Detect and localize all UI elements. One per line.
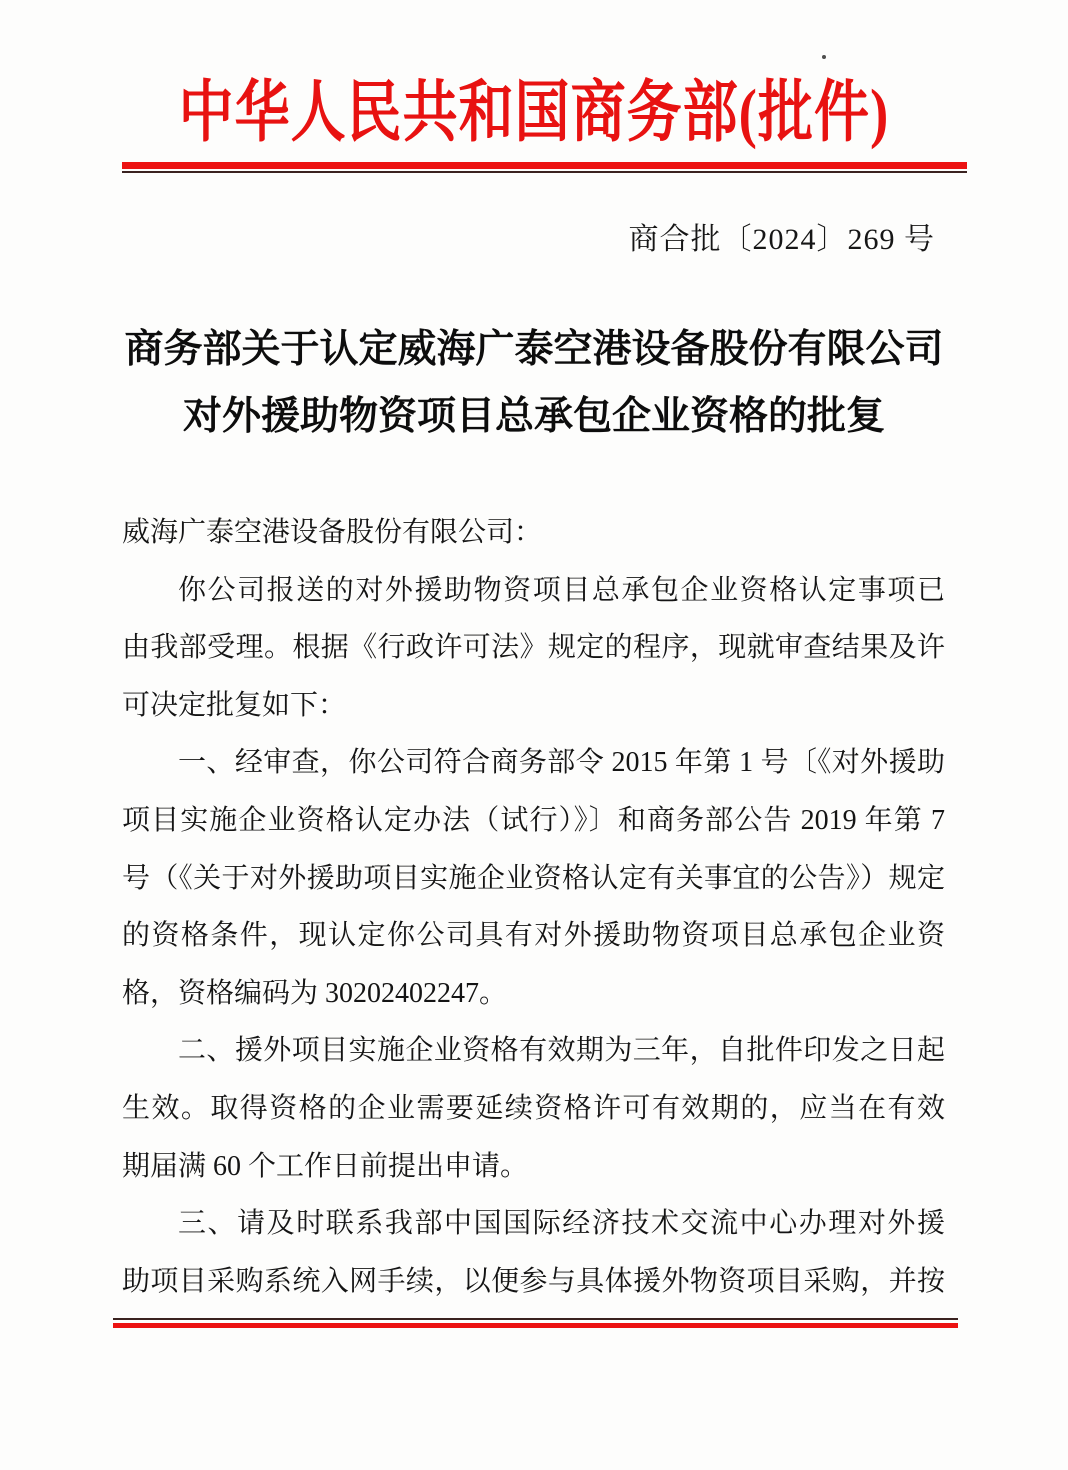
header-divider-red-line: [122, 162, 967, 169]
body-line: 一、经审查，你公司符合商务部令 2015 年第 1 号〔《对外援助: [178, 747, 945, 779]
letterhead-title-text: 中华人民共和国商务部(批件): [178, 75, 890, 150]
body-line: 期届满 60 个工作日前提出申请。: [122, 1150, 529, 1182]
document-title-line2: 对外援助物资项目总承包企业资格的批复: [182, 395, 885, 438]
body-line: 你公司报送的对外援助物资项目总承包企业资格认定事项已: [178, 574, 945, 606]
body-line: 格，资格编码为 30202402247。: [122, 977, 508, 1009]
body-line: 号（《关于对外援助项目实施企业资格认定有关事宜的公告》）规定: [122, 862, 945, 894]
body-line: 三、请及时联系我部中国国际经济技术交流中心办理对外援: [178, 1208, 945, 1240]
document-reference-number: 商合批〔2024〕269 号: [628, 223, 935, 256]
body-line: 生效。取得资格的企业需要延续资格许可有效期的，应当在有效: [122, 1092, 945, 1124]
document-title: [0, 316, 1068, 450]
letterhead-title: [0, 58, 1068, 150]
body-line: 的资格条件，现认定你公司具有对外援助物资项目总承包企业资: [122, 920, 945, 952]
footer-divider: [113, 1318, 958, 1328]
body-line: 由我部受理。根据《行政许可法》规定的程序，现就审查结果及许: [122, 632, 945, 664]
body-line: 项目实施企业资格认定办法（试行）》〕和商务部公告 2019 年第 7: [122, 804, 945, 836]
document-title-line1: 商务部关于认定威海广泰空港设备股份有限公司: [124, 328, 944, 371]
scan-speck-dot: [822, 55, 826, 59]
header-divider-dark-line: [122, 171, 967, 173]
body-line: 可决定批复如下：: [122, 689, 347, 721]
body-line: 助项目采购系统入网手续，以便参与具体援外物资项目采购，并按: [122, 1265, 945, 1297]
body-line: 二、援外项目实施企业资格有效期为三年，自批件印发之日起: [178, 1035, 945, 1067]
footer-divider-dark-line: [113, 1318, 958, 1320]
document-body: [122, 504, 945, 1310]
header-divider: [122, 162, 967, 173]
footer-divider-red-line: [113, 1323, 958, 1328]
salutation-line: 威海广泰空港设备股份有限公司：: [122, 517, 543, 548]
